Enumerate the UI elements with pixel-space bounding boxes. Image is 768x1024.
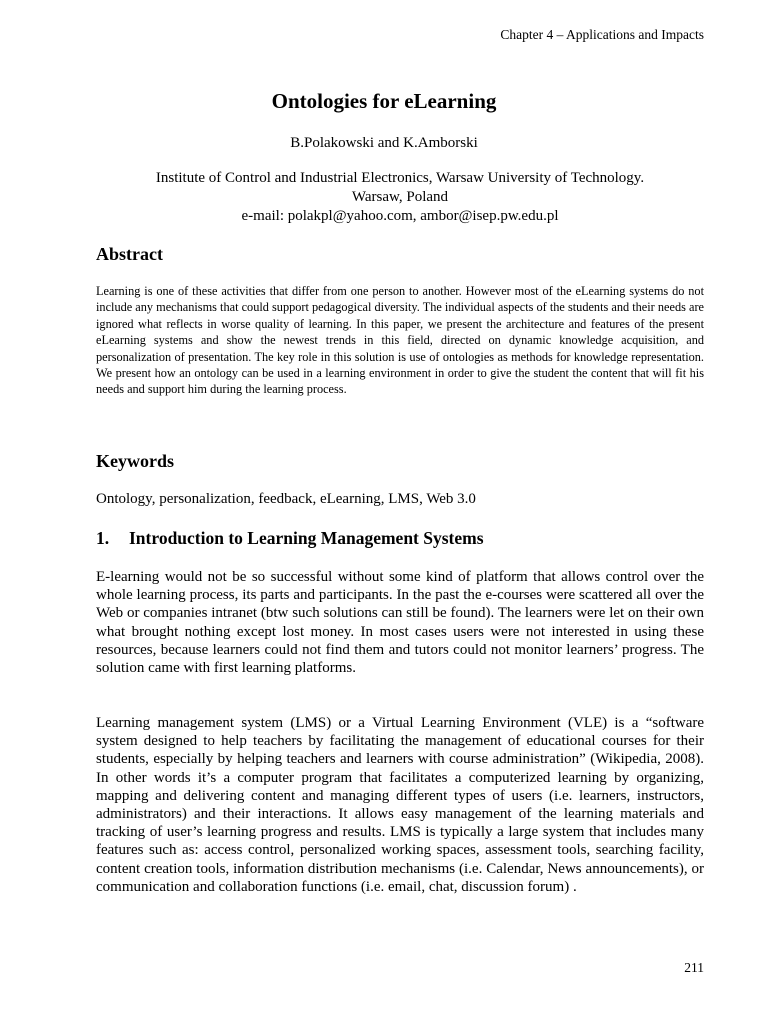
affiliation-location: Warsaw, Poland xyxy=(351,189,449,205)
section-heading xyxy=(96,527,704,549)
keywords-heading: Keywords xyxy=(96,451,174,471)
abstract-text: Learning is one of these activities that differ from one person to another. However most of the eLearning systems do not include any mechanisms that could support pedagogical diversity. The individual aspects of the students and their needs are ignored what reflects in worse quality of learning. In this paper, we present the architecture and features of the present eLearning systems and show the newest trends in this field, directed on dynamic knowledge acquisition, and personalization of presentation. The key role in this solution is use of ontologies as methods for knowledge representation. We present how an ontology can be used in a learning environment in order to give the student the content that will fit his needs and support him during the learning process. xyxy=(96,284,704,397)
authors: B.Polakowski and K.Amborski xyxy=(290,135,478,151)
page-number: 211 xyxy=(684,960,704,975)
abstract-heading: Abstract xyxy=(96,244,163,264)
paper-title: Ontologies for eLearning xyxy=(271,89,497,113)
section-title: Introduction to Learning Management Systems xyxy=(129,528,484,548)
affiliation-email: e-mail: polakpl@yahoo.com, ambor@isep.pw.edu.pl xyxy=(241,208,559,224)
section-paragraph: Learning management system (LMS) or a Virtual Learning Environment (VLE) is a “software system designed to help teachers by facilitating the management of educational courses for their students, especially by helping teachers and learners with course administration” (Wikipedia, 2008). In other words it’s a computer program that facilitates a computerized learning by organizing, mapping and delivering content and managing different types of users (i.e. learners, instructors, administrators) and their interactions. It allows easy management of the learning materials and tracking of user’s learning progress and results. LMS is typically a large system that includes many features such as: access control, personalized working spaces, assessment tools, searching facility, content creation tools, information distribution mechanisms (i.e. Calendar, News announcements), or communication and collaboration functions (i.e. email, chat, discussion forum) . xyxy=(96,715,704,895)
affiliation-institute: Institute of Control and Industrial Electronics, Warsaw University of Technology. xyxy=(155,170,645,186)
running-head: Chapter 4 – Applications and Impacts xyxy=(500,27,704,42)
section-paragraph: E-learning would not be so successful without some kind of platform that allows control over the whole learning process, its parts and participants. In the past the e-courses were scattered all over the Web or companies intranet (btw such solutions can still be found). The learners were let on their own what brought nothing except lost money. In most cases users were not interested in using these resources, because learners could not find them and tutors could not monitor learners’ progress. The solution came with first learning platforms. xyxy=(96,569,704,677)
keywords-text: Ontology, personalization, feedback, eLearning, LMS, Web 3.0 xyxy=(96,491,476,507)
section-number: 1. xyxy=(96,528,110,548)
affiliation xyxy=(96,169,704,226)
